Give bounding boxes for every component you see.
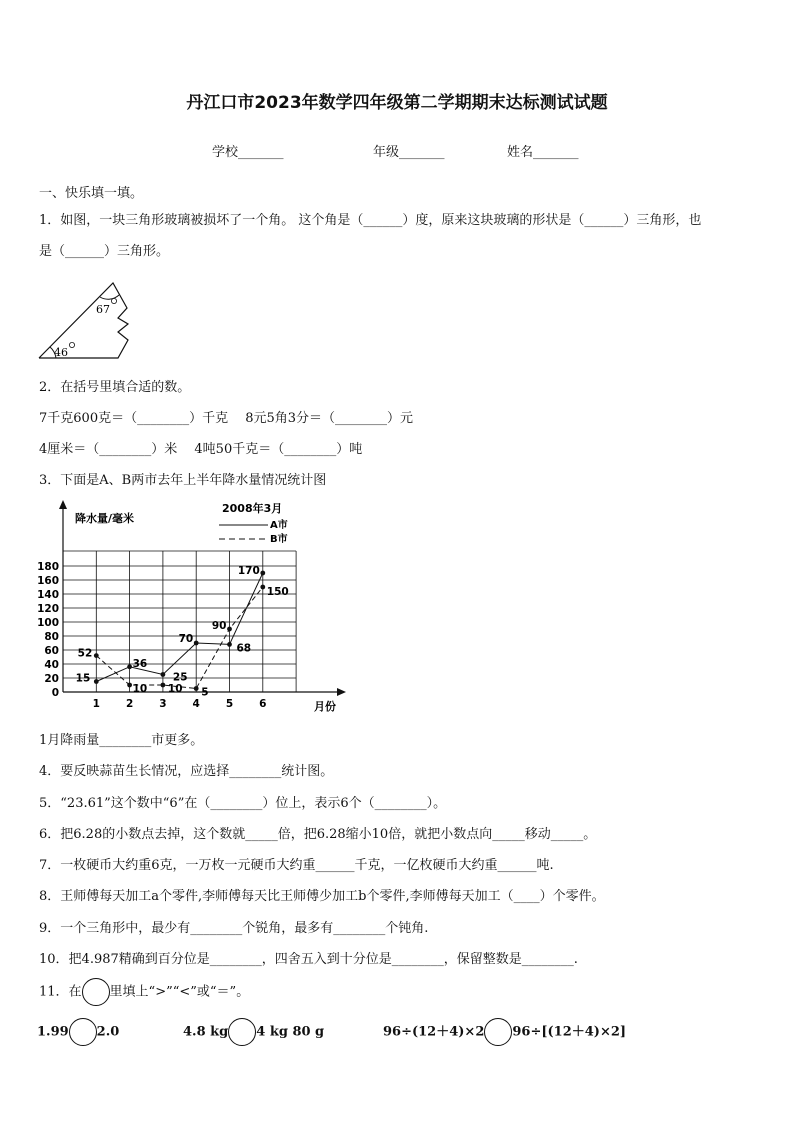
data-point [260,585,265,590]
y-tick-label: 80 [44,631,59,643]
broken-triangle-figure [36,278,136,362]
school-field[interactable]: 学校_______ [212,145,284,160]
section-heading: 一、快乐填一填。 [39,186,144,201]
data-label: 170 [237,565,260,577]
question-1-line2: 是（______）三角形。 [39,244,170,259]
question-2-line2: 4厘米＝（________）米 4吨50千克＝（________）吨 [39,442,363,457]
compare-2-circle[interactable] [228,1018,256,1046]
question-6: 6．把6.28的小数点去掉，这个数就_____倍，把6.28缩小10倍，就把小数点向_____移动_____。 [39,827,597,842]
series-line-a [96,573,262,682]
data-label: 10 [167,683,183,695]
question-1-line1: 1．如图，一块三角形玻璃被损坏了一个角。 这个角是（______）度，原来这块玻璃的形状是（______）三角形，也 [39,213,702,228]
data-label: 5 [201,686,209,699]
angle-46-label: 46 [54,346,68,359]
data-point [161,672,166,677]
x-axis-label: 月份 [314,700,336,713]
compare-2-right: 4 kg 80 g [256,1024,325,1040]
x-tick-label: 2 [125,698,134,710]
y-tick-label: 120 [37,603,59,615]
legend-a-label: A市 [270,520,288,531]
compare-2-left: 4.8 kg [183,1024,229,1040]
compare-1-left: 1.99 [37,1024,69,1040]
y-tick-label: 60 [44,645,59,657]
page-title: 丹江口市2023年数学四年级第二学期期末达标测试试题 [186,93,608,113]
data-point [94,653,99,658]
rainfall-line-chart [30,496,360,718]
chart-title: 2008年3月 [222,502,283,515]
question-9: 9．一个三角形中，最少有________个锐角，最多有________个钝角. [39,921,429,936]
compare-item-3 [383,1018,626,1046]
compare-item-2 [183,1018,324,1046]
compare-3-circle[interactable] [484,1018,512,1046]
data-point [161,683,166,688]
data-point [227,627,232,632]
compare-1-circle[interactable] [69,1018,97,1046]
question-11-post: 里填上“>”“<”或“＝”。 [109,984,250,1000]
x-tick-label: 3 [159,698,167,710]
y-tick-label: 140 [37,589,59,601]
data-label: 90 [211,620,227,632]
name-field[interactable]: 姓名_______ [507,145,579,160]
data-point [194,686,199,691]
data-point [260,571,265,576]
x-tick-label: 5 [225,698,234,710]
data-point [94,679,99,684]
data-label: 36 [132,657,148,670]
x-tick-label: 6 [259,698,267,710]
legend-b-label: B市 [270,534,288,545]
question-3-intro: 3．下面是A、B两市去年上半年降水量情况统计图 [39,473,327,488]
y-axis-label: 降水量/毫米 [75,512,135,525]
data-point [227,642,232,647]
x-tick-label: 4 [192,698,200,710]
question-5: 5．“23.61”这个数中“6”在（________）位上，表示6个（________）。 [39,796,447,811]
question-7: 7．一枚硬币大约重6克，一万枚一元硬币大约重______千克，一亿枚硬币大约重______吨. [39,858,554,873]
compare-1-right: 2.0 [96,1024,120,1040]
question-3-answer: 1月降雨量________市更多。 [39,733,204,748]
compare-3-left: 96÷(12＋4)×2 [383,1024,485,1040]
y-tick-label: 160 [37,575,59,587]
y-tick-label: 100 [37,617,59,629]
question-10: 10．把4.987精确到百分位是________，四舍五入到十分位是________，保留整数是________. [39,952,578,967]
chart-legend [219,518,288,545]
angle-67-label: 67 [96,303,110,316]
data-point [127,664,132,669]
x-axis-arrow [337,688,346,696]
data-label: 68 [236,642,252,655]
x-tick-label: 1 [92,698,100,710]
chart-axes [59,500,346,696]
question-2-intro: 2．在括号里填合适的数。 [39,380,191,395]
y-tick-label: 0 [51,687,59,699]
data-label: 52 [77,647,93,660]
data-point [194,641,199,646]
question-8: 8．王师傅每天加工a个零件,李师傅每天比王师傅少加工b个零件,李师傅每天加工（____）个零件。 [39,889,605,904]
data-label: 70 [178,633,194,645]
data-label: 25 [172,671,188,684]
question-2-line1: 7千克600克＝（________）千克 8元5角3分＝（________）元 [39,411,414,426]
data-label: 15 [75,672,91,685]
y-tick-label: 20 [44,673,59,685]
y-axis-arrow [59,500,67,509]
question-4: 4．要反映蒜苗生长情况，应选择________统计图。 [39,764,334,779]
compare-3-right: 96÷[(12＋4)×2] [512,1024,627,1040]
data-label: 150 [266,586,289,598]
compare-circle-example [82,978,110,1006]
y-tick-label: 180 [37,561,59,573]
data-label: 10 [132,683,148,695]
question-11-intro [39,978,249,1006]
compare-item-1 [37,1018,119,1046]
grade-field[interactable]: 年级_______ [373,145,445,160]
question-11-pre: 11．在 [39,984,82,1000]
data-point [127,683,132,688]
y-tick-label: 40 [44,659,59,671]
